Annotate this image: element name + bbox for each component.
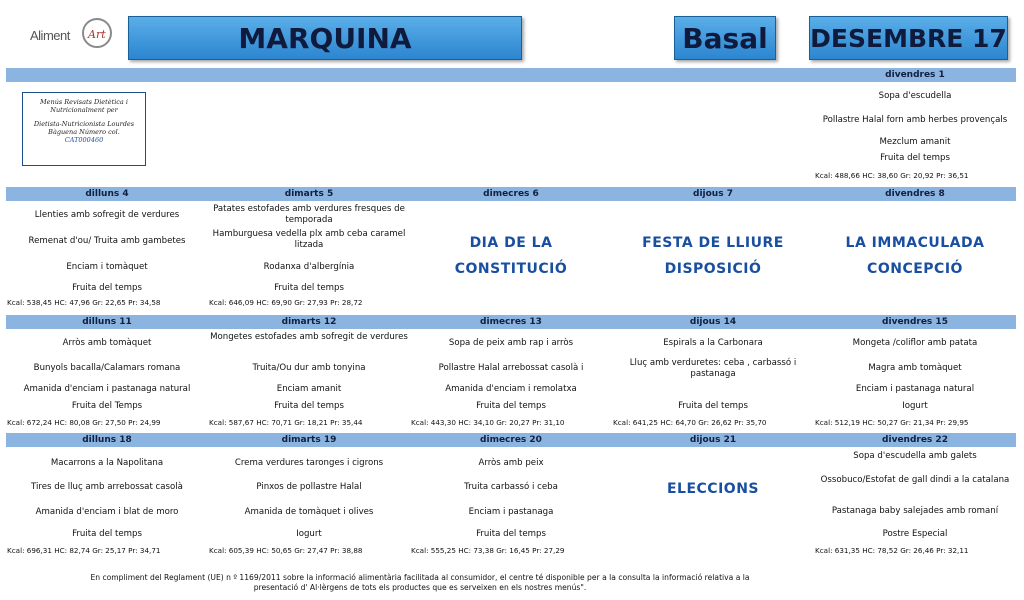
holiday-label: DISPOSICIÓ <box>664 261 762 277</box>
nutrition-info: Kcal: 538,45 HC: 47,96 Gr: 22,65 Pr: 34,58 <box>7 298 161 307</box>
week-row-3 <box>6 447 1016 559</box>
holiday-label: CONSTITUCIÓ <box>454 261 568 277</box>
day-cell <box>814 82 1016 184</box>
allergen-notice <box>60 573 780 593</box>
nutrition-info: Kcal: 555,25 HC: 73,38 Gr: 16,45 Pr: 27,29 <box>411 546 565 555</box>
logo-art-text: Art <box>88 28 106 41</box>
day-header: divendres 22 <box>882 435 948 445</box>
dish: Enciam i pastanaga <box>468 507 554 517</box>
dish: Truita carbassó i ceba <box>464 482 558 492</box>
day-header: dilluns 4 <box>85 189 129 199</box>
day-cell <box>208 329 410 431</box>
info-line: Dietista-Nutricionista Lourdes <box>33 120 135 128</box>
dish: Remenat d'ou/ Truita amb gambetes <box>28 236 186 246</box>
day-cell <box>612 447 814 559</box>
dish: Amanida d'enciam i remolatxa <box>445 384 577 394</box>
dish: Fruita del temps <box>476 529 546 539</box>
day-cell <box>814 447 1016 559</box>
week-header-1 <box>6 187 1016 201</box>
day-cell <box>410 201 612 313</box>
day-header: dijous 7 <box>693 189 733 199</box>
nutrition-info: Kcal: 696,31 HC: 82,74 Gr: 25,17 Pr: 34,71 <box>7 546 161 555</box>
dish: Truita/Ou dur amb tonyina <box>252 363 366 373</box>
day-header: dimarts 12 <box>281 317 337 327</box>
day-header: dilluns 11 <box>82 317 132 327</box>
day-header: dimecres 6 <box>483 189 539 199</box>
dish: Llenties amb sofregit de verdures <box>34 210 180 220</box>
dish: Fruita del temps <box>274 401 344 411</box>
dish: Pollastre Halal forn amb herbes provençals <box>822 115 1008 125</box>
nutrition-info: Kcal: 587,67 HC: 70,71 Gr: 18,21 Pr: 35,44 <box>209 418 363 427</box>
day-cell <box>410 329 612 431</box>
day-header: dimarts 5 <box>284 189 334 199</box>
menu-type-badge: Basal <box>674 16 776 60</box>
nutrition-info: Kcal: 631,35 HC: 78,52 Gr: 26,46 Pr: 32,11 <box>815 546 969 555</box>
nutrition-info: Kcal: 605,39 HC: 50,65 Gr: 27,47 Pr: 38,88 <box>209 546 363 555</box>
day-cell <box>612 201 814 313</box>
dish: Sopa d'escudella <box>878 91 952 101</box>
alimentart-logo <box>30 18 115 52</box>
dish: Fruita del temps <box>880 153 950 163</box>
school-title: MARQUINA <box>128 16 522 60</box>
day-cell <box>6 201 208 313</box>
dish: Tires de lluç amb arrebossat casolà <box>31 482 183 492</box>
dish: Pollastre Halal arrebossat casolà i <box>438 363 584 373</box>
dish: Amanida de tomàquet i olives <box>244 507 374 517</box>
dish: Fruita del temps <box>274 283 344 293</box>
day-cell <box>814 201 1016 313</box>
holiday-label: ELECCIONS <box>666 481 759 497</box>
logo-text: Aliment <box>30 28 70 43</box>
dish: Mezclum amanit <box>879 137 951 147</box>
day-header: dimarts 19 <box>281 435 337 445</box>
day-cell <box>612 329 814 431</box>
dish: Sopa de peix amb rap i arròs <box>448 338 574 348</box>
day-header: dilluns 18 <box>82 435 132 445</box>
day-header: dimecres 20 <box>480 435 542 445</box>
info-line: Bàguena Número col. <box>48 128 120 136</box>
week-header-2 <box>6 315 1016 329</box>
holiday-label: CONCEPCIÓ <box>867 261 963 277</box>
notice-line: En compliment del Reglament (UE) n º 1169/2011 sobre la informació alimentària facilitada al consumidor, el centre té disponible per a la consulta la informació relativa a la <box>90 573 750 582</box>
week-header-0 <box>6 68 1016 82</box>
info-line: CAT000460 <box>64 136 104 144</box>
info-line: Nutricionalment per <box>50 106 118 114</box>
week-row-2 <box>6 329 1016 431</box>
dish: Fruita del temps <box>678 401 748 411</box>
dish: Espirals a la Carbonara <box>663 338 763 348</box>
week-header-3 <box>6 433 1016 447</box>
dish: Arròs amb tomàquet <box>62 338 152 348</box>
day-header: dimecres 13 <box>480 317 542 327</box>
dish: Fruita del Temps <box>71 401 143 411</box>
dish: Mongetes estofades amb sofregit de verdures <box>210 332 408 342</box>
dish: Postre Especial <box>882 529 948 539</box>
dish: Ossobuco/Estofat de gall dindi a la catalana <box>820 475 1010 485</box>
dish: Fruita del temps <box>72 283 142 293</box>
dish: Patates estofades amb verdures fresques de temporada <box>213 204 405 225</box>
day-header: divendres 15 <box>882 317 948 327</box>
dish: Enciam i tomàquet <box>66 262 148 272</box>
dish: Crema verdures taronges i cigrons <box>234 458 384 468</box>
dish: Enciam i pastanaga natural <box>855 384 975 394</box>
day-cell <box>6 329 208 431</box>
holiday-label: FESTA DE LLIURE <box>642 235 784 251</box>
dish: Amanida d'enciam i pastanaga natural <box>23 384 191 394</box>
nutrition-info: Kcal: 641,25 HC: 64,70 Gr: 26,62 Pr: 35,70 <box>613 418 767 427</box>
dish: Fruita del temps <box>72 529 142 539</box>
nutrition-info: Kcal: 512,19 HC: 50,27 Gr: 21,34 Pr: 29,95 <box>815 418 969 427</box>
dish: Macarrons a la Napolitana <box>50 458 164 468</box>
dish: Sopa d'escudella amb galets <box>853 451 977 461</box>
dish: Arròs amb peix <box>478 458 544 468</box>
notice-line: presentació d' Al·lèrgens de tots els productes que es serveixen en els nostres menús". <box>253 583 587 592</box>
day-cell <box>208 201 410 313</box>
dish: Magra amb tomàquet <box>868 363 962 373</box>
day-header: dijous 21 <box>689 435 737 445</box>
dish: Lluç amb verduretes: ceba , carbassó i pastanaga <box>629 358 797 379</box>
day-cell <box>410 447 612 559</box>
nutrition-info: Kcal: 672,24 HC: 80,08 Gr: 27,50 Pr: 24,99 <box>7 418 161 427</box>
day-cell <box>814 329 1016 431</box>
dish: Iogurt <box>296 529 322 539</box>
dish: Rodanxa d'albergínia <box>263 262 355 272</box>
dish: Bunyols bacalla/Calamars romana <box>33 363 181 373</box>
dish: Iogurt <box>902 401 928 411</box>
month-title: DESEMBRE 17 <box>809 16 1008 60</box>
nutrition-info: Kcal: 488,66 HC: 38,60 Gr: 20,92 Pr: 36,51 <box>815 171 969 180</box>
nutrition-info: Kcal: 646,09 HC: 69,90 Gr: 27,93 Pr: 28,72 <box>209 298 363 307</box>
dish: Mongeta /coliflor amb patata <box>852 338 978 348</box>
day-header: divendres 8 <box>885 189 945 199</box>
holiday-label: DIA DE LA <box>469 235 553 251</box>
day-cell <box>208 447 410 559</box>
dish: Pastanaga baby salejades amb romaní <box>831 506 999 516</box>
dish: Pinxos de pollastre Halal <box>256 482 362 492</box>
dish: Amanida d'enciam i blat de moro <box>35 507 179 517</box>
dish: Enciam amanit <box>276 384 342 394</box>
week-row-0 <box>6 82 1016 184</box>
day-cell <box>6 447 208 559</box>
day-header: dijous 14 <box>689 317 737 327</box>
info-line: Menús Revisats Dietètica i <box>40 98 128 106</box>
dish: Hamburguesa vedella plx amb ceba caramel litzada <box>212 229 406 250</box>
week-row-1 <box>6 201 1016 313</box>
nutrition-info: Kcal: 443,30 HC: 34,10 Gr: 20,27 Pr: 31,10 <box>411 418 565 427</box>
holiday-label: LA IMMACULADA <box>845 235 985 251</box>
dish: Fruita del temps <box>476 401 546 411</box>
day-header: divendres 1 <box>885 70 945 80</box>
